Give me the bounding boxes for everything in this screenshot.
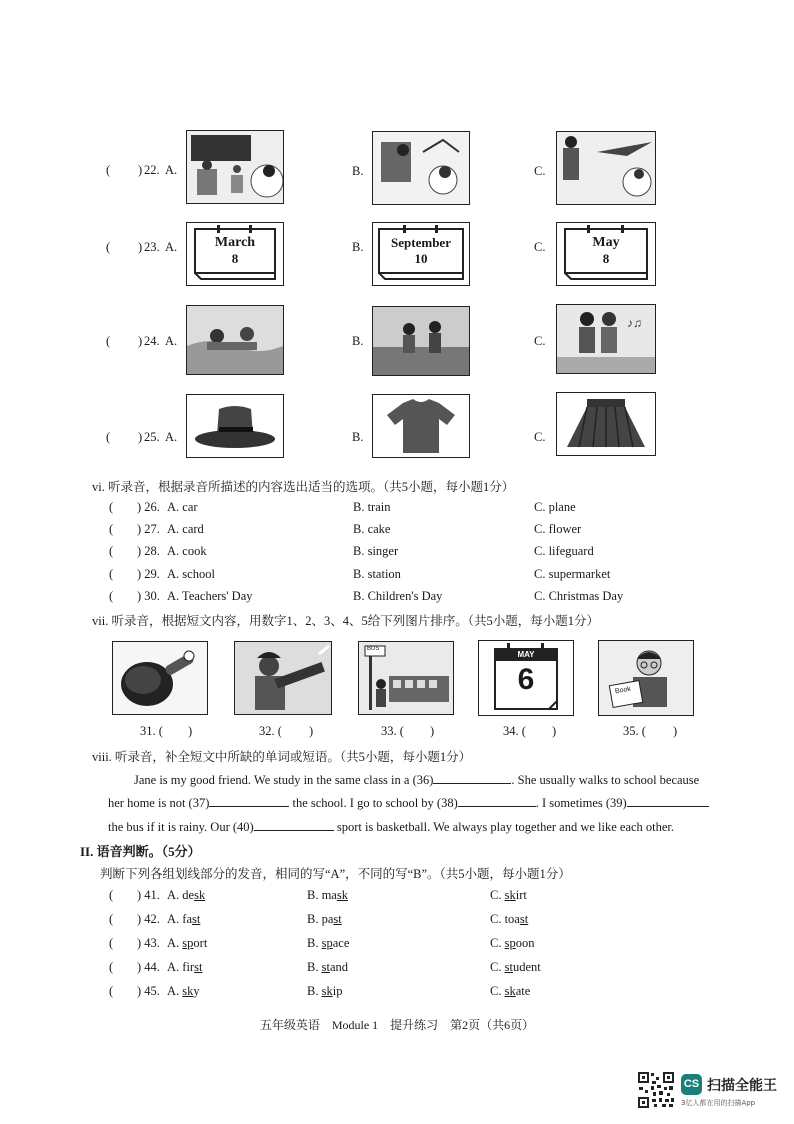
answer-paren: (	[109, 589, 114, 603]
option-c: C. Christmas Day	[534, 589, 624, 603]
swimming-picture	[186, 305, 284, 375]
calendar-month: September	[391, 235, 451, 250]
option-c: C. supermarket	[534, 567, 611, 581]
answer-paren-open: (	[106, 334, 111, 348]
question-number: ) 30.	[137, 589, 160, 603]
question-number: ) 29.	[137, 567, 160, 581]
option-b	[307, 936, 349, 951]
answer-paren: (	[109, 912, 114, 926]
answer-paren-open: (	[106, 163, 111, 177]
option-c	[490, 960, 541, 975]
calendar-month: March	[214, 235, 256, 250]
passage-text: the school. I go to school by (38)	[289, 796, 458, 810]
word-part: A.	[167, 984, 183, 998]
calendar-may-6-picture	[478, 640, 574, 716]
underlined-part: sk	[336, 888, 348, 902]
question-number: ) 27.	[137, 522, 160, 536]
passage-text: . I sometimes (39)	[535, 796, 627, 810]
calendar-day: 6	[517, 663, 535, 696]
book-label: Book	[614, 685, 632, 696]
svg-text:♪♫: ♪♫	[627, 316, 642, 330]
option-c	[490, 984, 530, 999]
option-b	[307, 984, 342, 999]
answer-paren-open: (	[106, 240, 111, 254]
word-part: ate	[515, 984, 531, 998]
passage-line-2	[108, 794, 709, 811]
word-part: B.	[307, 936, 322, 950]
underlined-part: sk	[504, 984, 516, 998]
option-a: A. Teachers' Day	[167, 589, 253, 603]
page-footer: 五年级英语 Module 1 提升练习 第2页（共6页）	[259, 1018, 535, 1032]
question-number: 25.	[144, 430, 160, 444]
word-part: A. fa	[167, 912, 192, 926]
word-part: C.	[490, 888, 505, 902]
section-vi-heading: vi. 听录音，根据录音所描述的内容选出适当的选项。（共5小题，每小题1分）	[92, 480, 515, 494]
option-c: C. plane	[534, 500, 576, 514]
classroom-picture	[186, 130, 284, 204]
word-part: y	[193, 984, 200, 998]
option-b: B. Children's Day	[353, 589, 443, 603]
order-label-35: 35. (	[623, 724, 646, 738]
bus-sign-text: BUS	[367, 646, 380, 652]
field-picture	[372, 306, 470, 376]
option-c: C. flower	[534, 522, 582, 536]
option-c: C. lifeguard	[534, 544, 594, 558]
word-part: ace	[332, 936, 350, 950]
dentist-picture	[372, 131, 470, 205]
option-b: B. train	[353, 500, 391, 514]
option-b	[307, 912, 342, 927]
underlined-part: sp	[504, 936, 516, 950]
firefighter-picture	[234, 641, 332, 715]
option-b: B. cake	[353, 522, 391, 536]
order-label-32: 32. (	[259, 724, 282, 738]
option-b-label: B.	[352, 240, 364, 254]
calendar-month: MAY	[517, 650, 535, 659]
option-a-label: A.	[165, 334, 178, 348]
watermark-title: 扫描全能王	[707, 1078, 777, 1094]
calendar-march-picture	[186, 222, 284, 286]
order-label-33: 33. (	[381, 724, 404, 738]
option-b-label: B.	[352, 430, 364, 444]
option-a-label: A.	[165, 430, 178, 444]
answer-paren-close: )	[138, 430, 143, 444]
bus-stop-picture	[358, 641, 454, 715]
passage-text: . She usually walks to school because	[511, 773, 700, 787]
answer-paren: (	[109, 544, 114, 558]
passage-text: the bus if it is rainy. Our (40)	[108, 820, 254, 834]
answer-paren-open: (	[106, 430, 111, 444]
underlined-part: st	[321, 960, 330, 974]
answer-paren-close: )	[138, 240, 143, 254]
answer-paren: (	[109, 888, 114, 902]
answer-paren: (	[109, 567, 114, 581]
question-number: 24.	[144, 334, 160, 348]
question-number: 22.	[144, 163, 160, 177]
option-c-label: C.	[534, 334, 546, 348]
option-a	[167, 960, 202, 975]
question-number: ) 45.	[137, 984, 160, 998]
option-a	[167, 912, 200, 927]
option-a	[167, 936, 207, 951]
underlined-part: st	[504, 960, 513, 974]
question-number: ) 41.	[137, 888, 160, 902]
option-a-label: A.	[165, 240, 178, 254]
word-part: irt	[515, 888, 527, 902]
option-a: A. school	[167, 567, 215, 581]
order-close-33: )	[430, 724, 435, 738]
word-part: A. de	[167, 888, 195, 902]
answer-paren-close: )	[138, 334, 143, 348]
option-b	[307, 888, 348, 903]
blank-37[interactable]	[209, 794, 289, 807]
word-part: B. ma	[307, 888, 337, 902]
section-vii-heading: vii. 听录音，根据短文内容，用数字1、2、3、4、5给下列图片排序。（共5小题，每小题1分）	[92, 614, 599, 628]
answer-paren: (	[109, 500, 114, 514]
option-c	[490, 888, 527, 903]
answer-paren: (	[109, 522, 114, 536]
word-part: C.	[490, 936, 505, 950]
calendar-may-picture	[556, 222, 656, 286]
underlined-part: st	[192, 912, 201, 926]
underlined-part: sk	[194, 888, 206, 902]
calendar-month: May	[592, 235, 620, 250]
option-c	[490, 936, 534, 951]
calendar-day: 8	[231, 251, 239, 266]
section-ii-instruction: 判断下列各组划线部分的发音，相同的写“A”，不同的写“B”。（共5小题，每小题1分）	[100, 867, 571, 881]
tshirt-picture	[372, 394, 470, 458]
blank-40[interactable]	[254, 818, 334, 831]
word-part: and	[329, 960, 348, 974]
word-part: ort	[193, 936, 208, 950]
question-number: ) 28.	[137, 544, 160, 558]
passage-line-1	[134, 771, 699, 788]
option-b-label: B.	[352, 334, 364, 348]
answer-paren-close: )	[138, 163, 143, 177]
option-c	[490, 912, 528, 927]
option-c-label: C.	[534, 164, 546, 178]
underlined-part: st	[519, 912, 529, 926]
option-a: A. car	[167, 500, 198, 514]
underlined-part: st	[333, 912, 342, 926]
hat-picture	[186, 394, 284, 458]
word-part: C. toa	[490, 912, 520, 926]
order-close-35: )	[673, 724, 678, 738]
section-viii-heading: viii. 听录音，补全短文中所缺的单词或短语。（共5小题，每小题1分）	[92, 750, 472, 764]
answer-paren: (	[109, 984, 114, 998]
singing-picture	[556, 304, 656, 374]
word-part: A.	[167, 936, 183, 950]
word-part: C.	[490, 960, 505, 974]
qr-code-icon	[637, 1071, 675, 1109]
watermark-subtitle: 3亿人都在用的扫描App	[681, 1099, 756, 1107]
word-part: oon	[515, 936, 535, 950]
passage-text: her home is not (37)	[108, 796, 210, 810]
calendar-day: 10	[414, 251, 428, 266]
underlined-part: sp	[321, 936, 333, 950]
option-c-label: C.	[534, 240, 546, 254]
order-label-34: 34. (	[503, 724, 526, 738]
option-a	[167, 984, 200, 999]
calendar-day: 8	[602, 251, 610, 266]
word-part: udent	[512, 960, 541, 974]
underlined-part: sk	[504, 888, 516, 902]
blank-38[interactable]	[458, 794, 536, 807]
camscanner-logo-icon: CS	[681, 1074, 702, 1095]
ping-pong-paddle-picture	[112, 641, 208, 715]
word-part: B.	[307, 960, 322, 974]
option-b	[307, 960, 348, 975]
order-label-31: 31. (	[140, 724, 163, 738]
passage-text: Jane is my good friend. We study in the same class in a (36)	[134, 773, 434, 787]
question-number: ) 26.	[137, 500, 160, 514]
option-c-label: C.	[534, 430, 546, 444]
option-a-label: A.	[165, 163, 178, 177]
passage-text: sport is basketball. We always play together and we like each other.	[333, 820, 675, 834]
section-ii-heading: II. 语音判断。（5分）	[80, 844, 201, 859]
order-close-31: )	[188, 724, 193, 738]
option-a	[167, 888, 205, 903]
blank-39[interactable]	[627, 794, 709, 807]
calendar-september-picture	[372, 222, 470, 286]
underlined-part: st	[194, 960, 203, 974]
underlined-part: sp	[182, 936, 194, 950]
word-part: C.	[490, 984, 505, 998]
question-number: ) 44.	[137, 960, 160, 974]
question-number: ) 42.	[137, 912, 160, 926]
question-number: 23.	[144, 240, 160, 254]
option-b: B. singer	[353, 544, 399, 558]
blank-36[interactable]	[433, 771, 511, 784]
word-part: B. pa	[307, 912, 334, 926]
option-b-label: B.	[352, 164, 364, 178]
pilot-picture	[556, 131, 656, 205]
word-part: B.	[307, 984, 322, 998]
order-close-32: )	[309, 724, 314, 738]
option-a: A. card	[167, 522, 204, 536]
option-a: A. cook	[167, 544, 207, 558]
question-number: ) 43.	[137, 936, 160, 950]
underlined-part: sk	[321, 984, 333, 998]
passage-line-3	[108, 818, 674, 835]
word-part: ip	[332, 984, 343, 998]
underlined-part: sk	[182, 984, 194, 998]
answer-paren: (	[109, 960, 114, 974]
answer-paren: (	[109, 936, 114, 950]
order-close-34: )	[552, 724, 557, 738]
word-part: A. fir	[167, 960, 195, 974]
option-b: B. station	[353, 567, 401, 581]
reading-boy-picture	[598, 640, 694, 716]
skirt-picture	[556, 392, 656, 456]
